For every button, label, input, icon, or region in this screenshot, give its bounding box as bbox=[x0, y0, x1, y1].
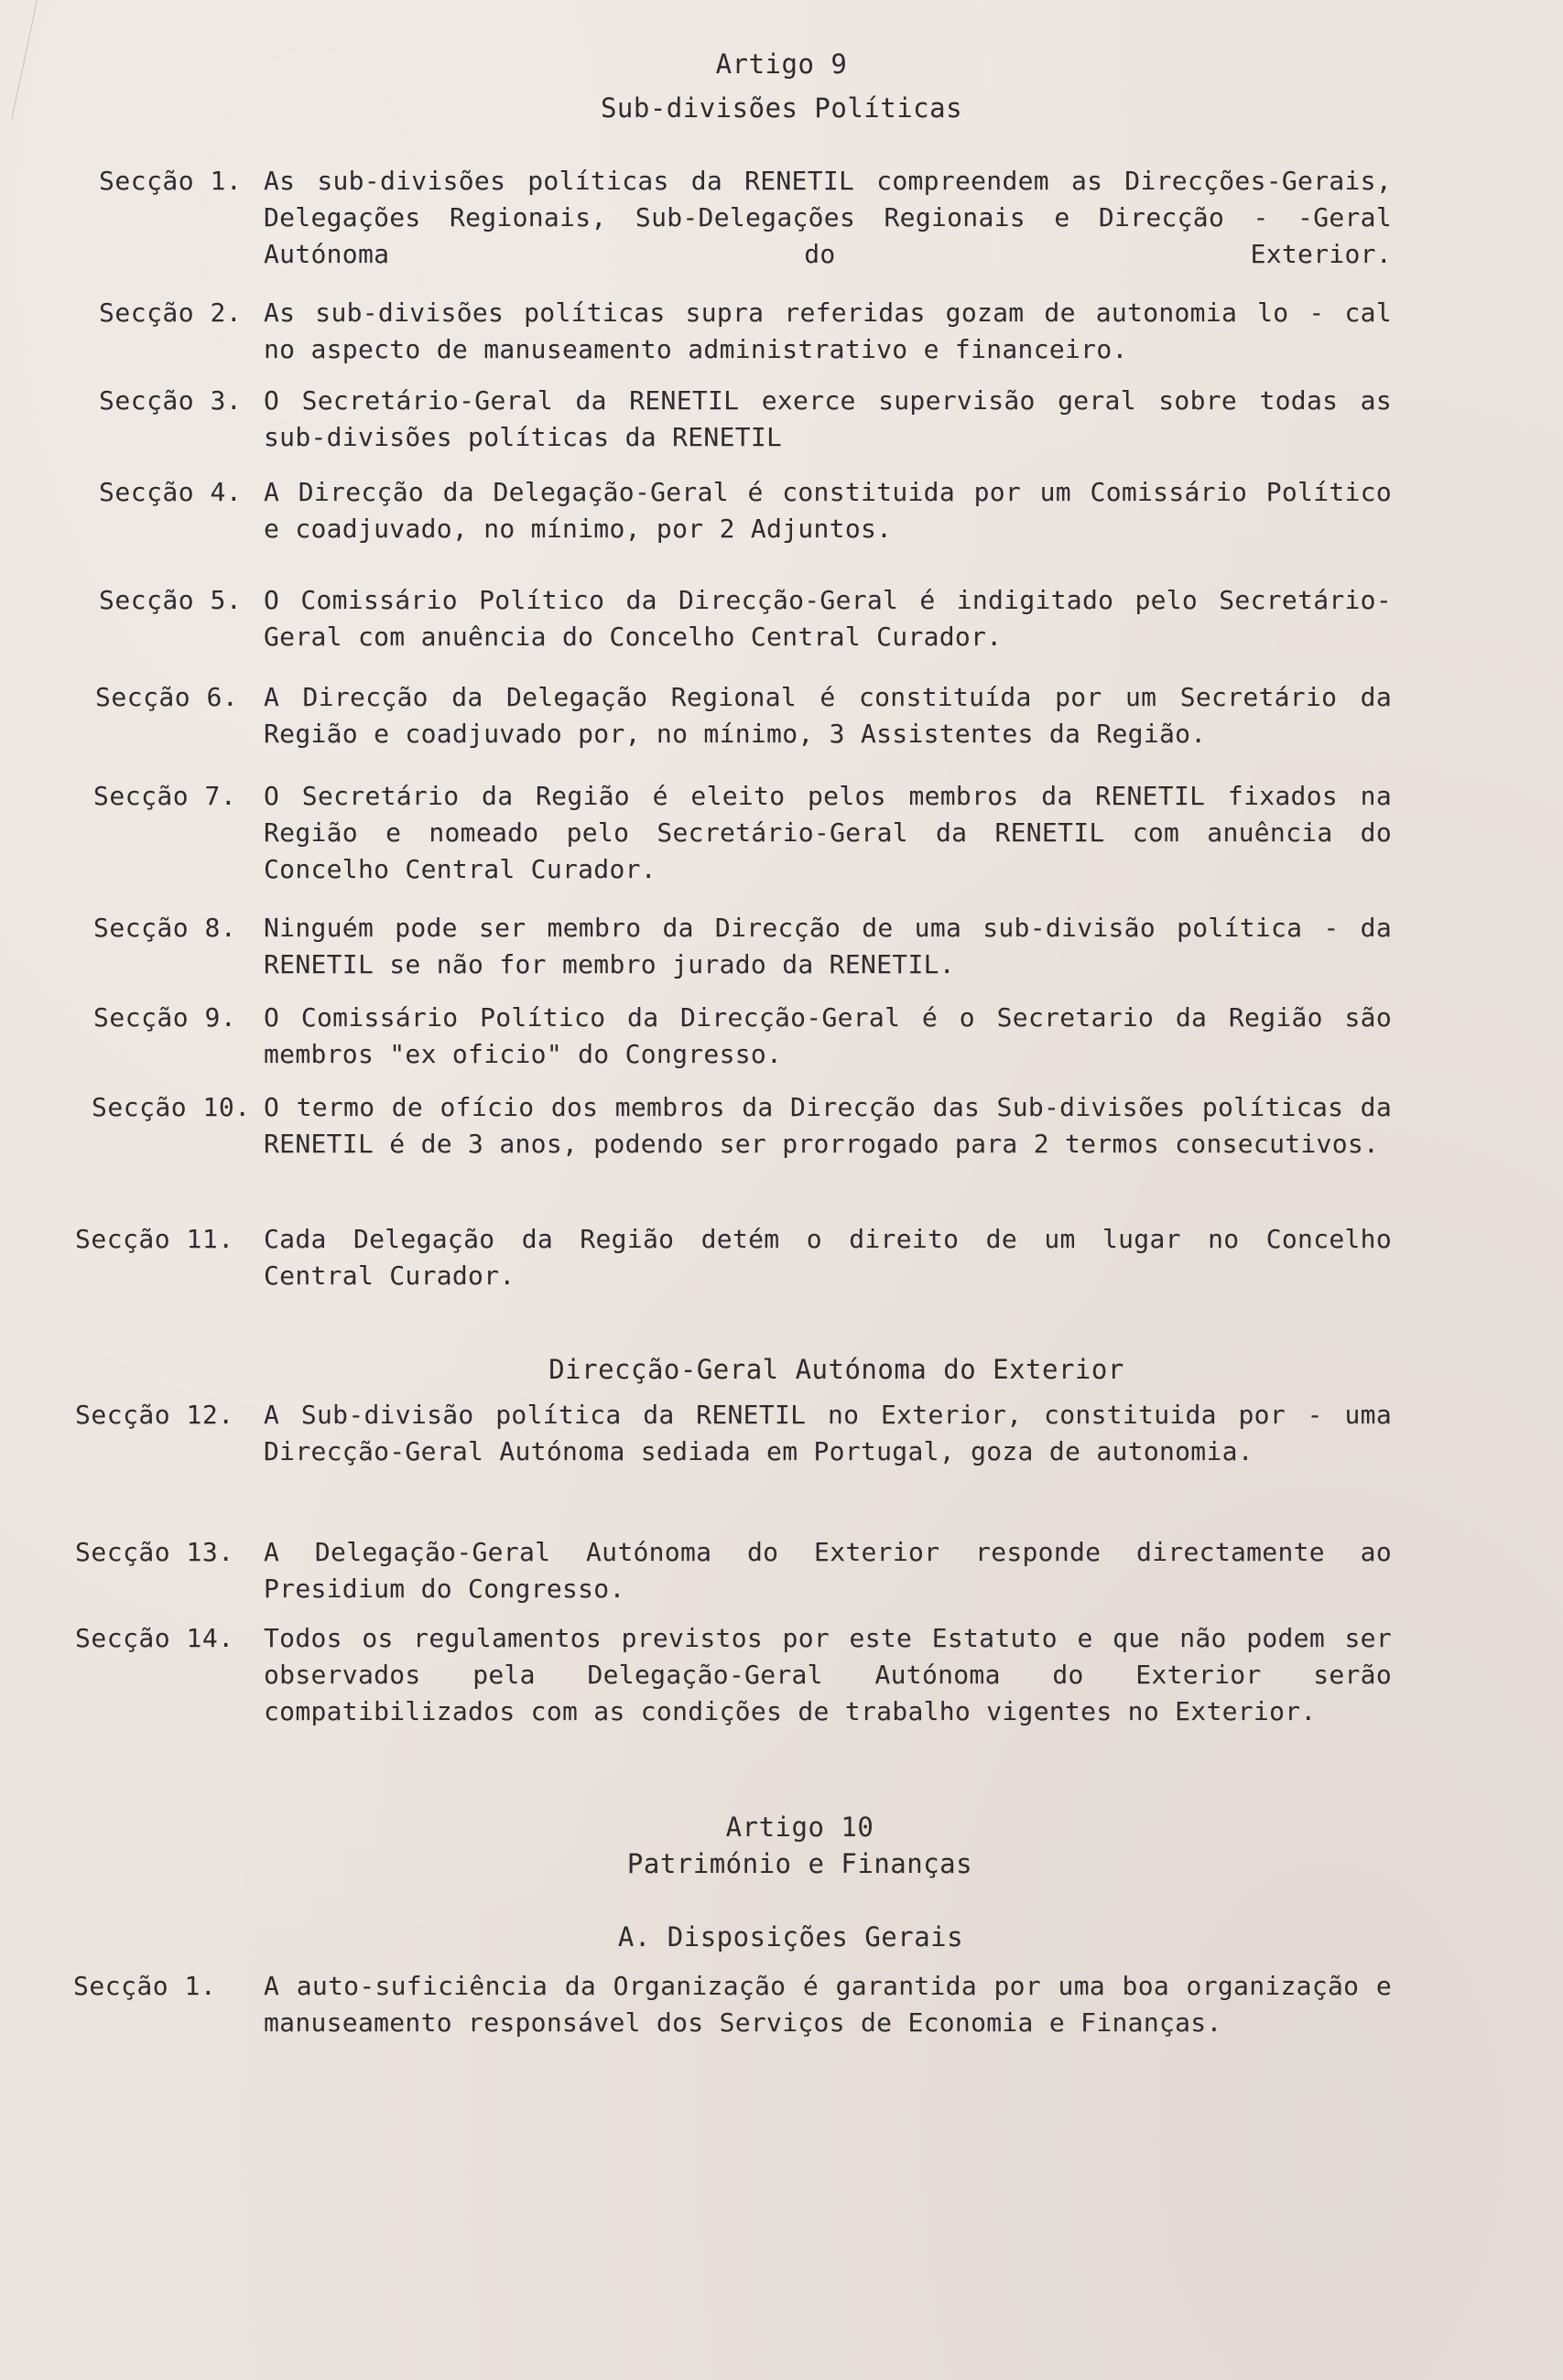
section-text: O Secretário da Região é eleito pelos membros da RENETIL fixados na Região e nomeado pelo Secretário-Geral da RENETIL com anuência do Concelho Central Curador. bbox=[264, 781, 1392, 884]
section-label: Secção 1. bbox=[99, 166, 243, 196]
section-label: Secção 3. bbox=[99, 385, 243, 416]
section-text: O termo de ofício dos membros da Direcção das Sub-divisões políticas da RENETIL é de 3 anos, podendo ser prorrogado para 2 termos consecutivos. bbox=[264, 1092, 1392, 1159]
section-text: As sub-divisões políticas da RENETIL compreendem as Direcções-Gerais, Delegações Regionais, Sub-Delegações Regionais e Direcção - -Geral Autónoma do Exterior. bbox=[264, 166, 1392, 269]
section-text: O Comissário Político da Direcção-Geral é indigitado pelo Secretário-Geral com anuência do Concelho Central Curador. bbox=[264, 585, 1392, 652]
article-10-subtitle: Património e Finanças bbox=[626, 1848, 973, 1879]
section-text: A Direcção da Delegação Regional é constituída por um Secretário da Região e coadjuvado por, no mínimo, 3 Assistentes da Região. bbox=[264, 682, 1392, 749]
section-label: Secção 8. bbox=[93, 913, 237, 943]
section-label: Secção 13. bbox=[75, 1537, 234, 1567]
section-label: Secção 14. bbox=[75, 1623, 234, 1653]
section-text: A Delegação-Geral Autónoma do Exterior responde directamente ao Presidium do Congresso. bbox=[264, 1537, 1392, 1604]
section-label: Secção 11. bbox=[75, 1224, 234, 1254]
section-text: A auto-suficiência da Organização é garantida por uma boa organização e manuseamento responsável dos Serviços de Economia e Finanças. bbox=[264, 1971, 1392, 2038]
section-text: As sub-divisões políticas supra referidas gozam de autonomia lo - cal no aspecto de manuseamento administrativo e financeiro. bbox=[264, 298, 1392, 364]
section-label: Secção 1. bbox=[73, 1971, 217, 2001]
section-label: Secção 2. bbox=[99, 298, 243, 328]
section-label: Secção 12. bbox=[75, 1400, 234, 1430]
article-10-subsection: A. Disposições Gerais bbox=[617, 1921, 964, 1953]
section-label: Secção 7. bbox=[93, 781, 237, 811]
article-9-subtitle: Sub-divisões Políticas bbox=[600, 92, 963, 124]
exterior-title: Direcção-Geral Autónoma do Exterior bbox=[548, 1354, 1124, 1385]
section-label: Secção 10. bbox=[92, 1092, 251, 1122]
section-label: Secção 4. bbox=[99, 477, 243, 507]
article-9-title: Artigo 9 bbox=[715, 49, 848, 80]
section-label: Secção 6. bbox=[95, 682, 239, 712]
section-text: O Secretário-Geral da RENETIL exerce supervisão geral sobre todas as sub-divisões políticas da RENETIL bbox=[264, 385, 1392, 452]
section-label: Secção 5. bbox=[99, 585, 243, 615]
section-text: A Direcção da Delegação-Geral é constituida por um Comissário Político e coadjuvado, no mínimo, por 2 Adjuntos. bbox=[264, 477, 1392, 544]
article-10-title: Artigo 10 bbox=[725, 1812, 874, 1843]
section-text: Cada Delegação da Região detém o direito de um lugar no Concelho Central Curador. bbox=[264, 1224, 1392, 1291]
section-text: Todos os regulamentos previstos por este Estatuto e que não podem ser observados pela Delegação-Geral Autónoma do Exterior serão compatibilizados com as condições de trabalho vigentes no Exterior. bbox=[264, 1623, 1392, 1726]
section-text: O Comissário Político da Direcção-Geral é o Secretario da Região são membros "ex oficio" do Congresso. bbox=[264, 1002, 1392, 1069]
section-text: A Sub-divisão política da RENETIL no Exterior, constituida por - uma Direcção-Geral Autónoma sediada em Portugal, goza de autonomia. bbox=[264, 1400, 1392, 1466]
section-text: Ninguém pode ser membro da Direcção de uma sub-divisão política - da RENETIL se não for membro jurado da RENETIL. bbox=[264, 913, 1392, 979]
section-label: Secção 9. bbox=[93, 1002, 237, 1033]
